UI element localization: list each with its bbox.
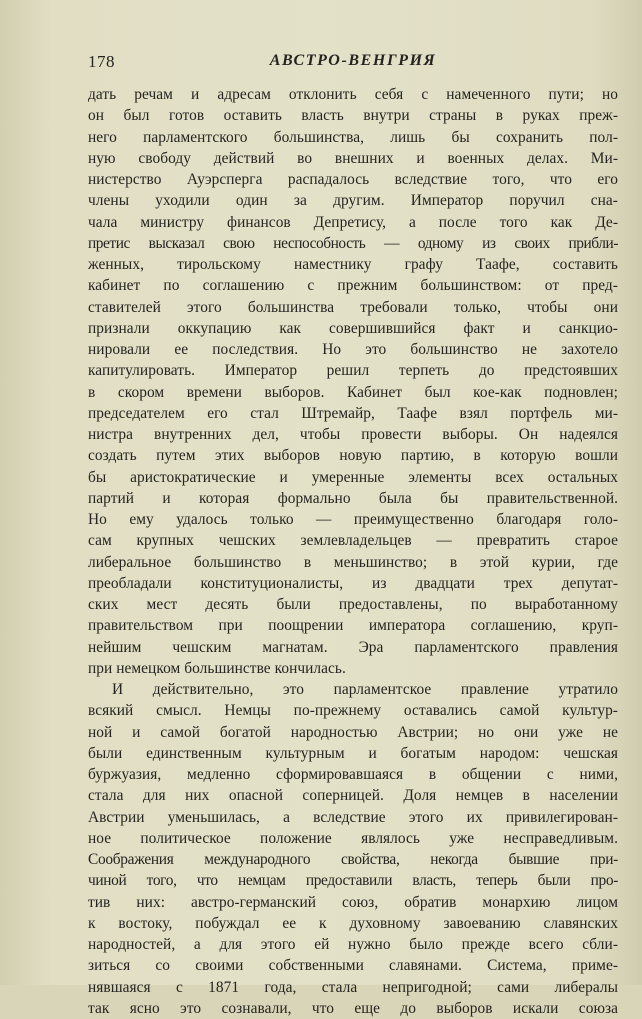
- text-line: признали оккупацию как совершившийся факт и санкцио-: [88, 319, 618, 337]
- text-line: члены уходили один за другим. Император поручил сна-: [88, 192, 618, 210]
- text-line: Соображения международного свойства, некогда бывшие при-: [88, 851, 618, 868]
- text-line: преобладали конституционалисты, из двадцати трех депутат-: [88, 574, 618, 592]
- text-line: нявшаяся с 1871 года, стала непригодной; сами либералы: [88, 978, 618, 996]
- text-line: он был готов оставить власть внутри страны в руках преж-: [88, 107, 618, 125]
- text-line: в скором времени выборов. Кабинет был кое-как подновлен;: [88, 383, 618, 401]
- text-line: чала министру финансов Депретису, а после того как Де-: [88, 213, 618, 231]
- text-line: капитулировать. Император решил терпеть до предстоявших: [88, 362, 618, 380]
- text-line: буржуазия, медленно сформировавшаяся в общении с ними,: [88, 766, 618, 783]
- text-line: ную свободу действий во внешних и военных делах. Ми-: [88, 149, 618, 167]
- text-line: народностей, а для этого ей нужно было прежде всего сбли-: [88, 936, 618, 953]
- page-header: [88, 52, 618, 74]
- text-line: нировали ее последствия. Но это большинство не захотело: [88, 341, 618, 358]
- text-line: него парламентского большинства, лишь бы сохранить пол-: [88, 128, 618, 146]
- text-line: нистерство Ауэрсперга распадалось вследствие того, что его: [88, 171, 618, 188]
- text-line: сам крупных чешских землевладельцев — превратить старое: [88, 532, 618, 550]
- text-line: к востоку, побуждал ее к духовному завоеванию славянских: [88, 914, 618, 932]
- text-line: председателем его стал Штремайр, Таафе взял портфель ми-: [88, 404, 618, 422]
- text-line: либеральное большинство в меньшинство; в этой курии, где: [88, 553, 618, 571]
- text-line: Австрии уменьшилась, а вследствие этого их привилегирован-: [88, 808, 618, 826]
- paragraph-end-line: при немецком большинстве кончилась.: [88, 659, 346, 677]
- text-line: были единственным культурным и богатым народом: чешская: [88, 744, 618, 762]
- text-line: ное политическое положение являлось уже несправедливым.: [88, 829, 618, 847]
- text-line: тив них: австро-германский союз, обратив монархию лицом: [88, 893, 618, 911]
- text-line: правительством при поощрении императора соглашению, круп-: [88, 617, 618, 635]
- text-line: партий и которая формально была бы правительственной.: [88, 489, 618, 507]
- text-line: бы аристократические и умеренные элементы всех остальных: [88, 468, 618, 486]
- text-line: стала для них опасной соперницей. Доля немцев в населении: [88, 787, 618, 805]
- text-line: чиной того, что немцам предоставили власть, теперь были про-: [88, 872, 618, 890]
- text-line: создать путем этих выборов новую партию, в которую вошли: [88, 447, 618, 465]
- paragraph-start-line: И действительно, это парламентское правление утратило: [112, 681, 618, 698]
- page-number: 178: [88, 52, 115, 71]
- text-line: кабинет по соглашению с прежним большинством: от пред-: [88, 277, 618, 295]
- text-line: претис высказал свою неспособность — одному из своих прибли-: [88, 234, 618, 252]
- body-text: [88, 84, 618, 1019]
- text-line: нейшим чешским магнатам. Эра парламентского правления: [88, 638, 618, 656]
- text-line: нистра внутренних дел, чтобы провести выборы. Он надеялся: [88, 426, 618, 443]
- text-line: ной и самой богатой народностью Австрии; но они уже не: [88, 723, 618, 741]
- running-title: АВСТРО-ВЕНГРИЯ: [269, 52, 437, 69]
- text-line: всякий смысл. Немцы по-прежнему оставались самой культур-: [88, 702, 618, 720]
- text-line: женных, тирольскому наместнику графу Таафе, составить: [88, 256, 618, 273]
- text-line: так ясно это сознавали, что еще до выборов искали союза: [88, 999, 618, 1017]
- text-line: ских мест десять были предоставлены, по выработанному: [88, 596, 618, 613]
- text-line: зиться со своими собственными славянами. Система, приме-: [88, 957, 618, 975]
- text-line: Но ему удалось только — преимущественно благодаря голо-: [88, 511, 618, 528]
- text-line: ставителей этого большинства требовали только, чтобы они: [88, 298, 618, 316]
- text-line: дать речам и адресам отклонить себя с намеченного пути; но: [88, 86, 618, 103]
